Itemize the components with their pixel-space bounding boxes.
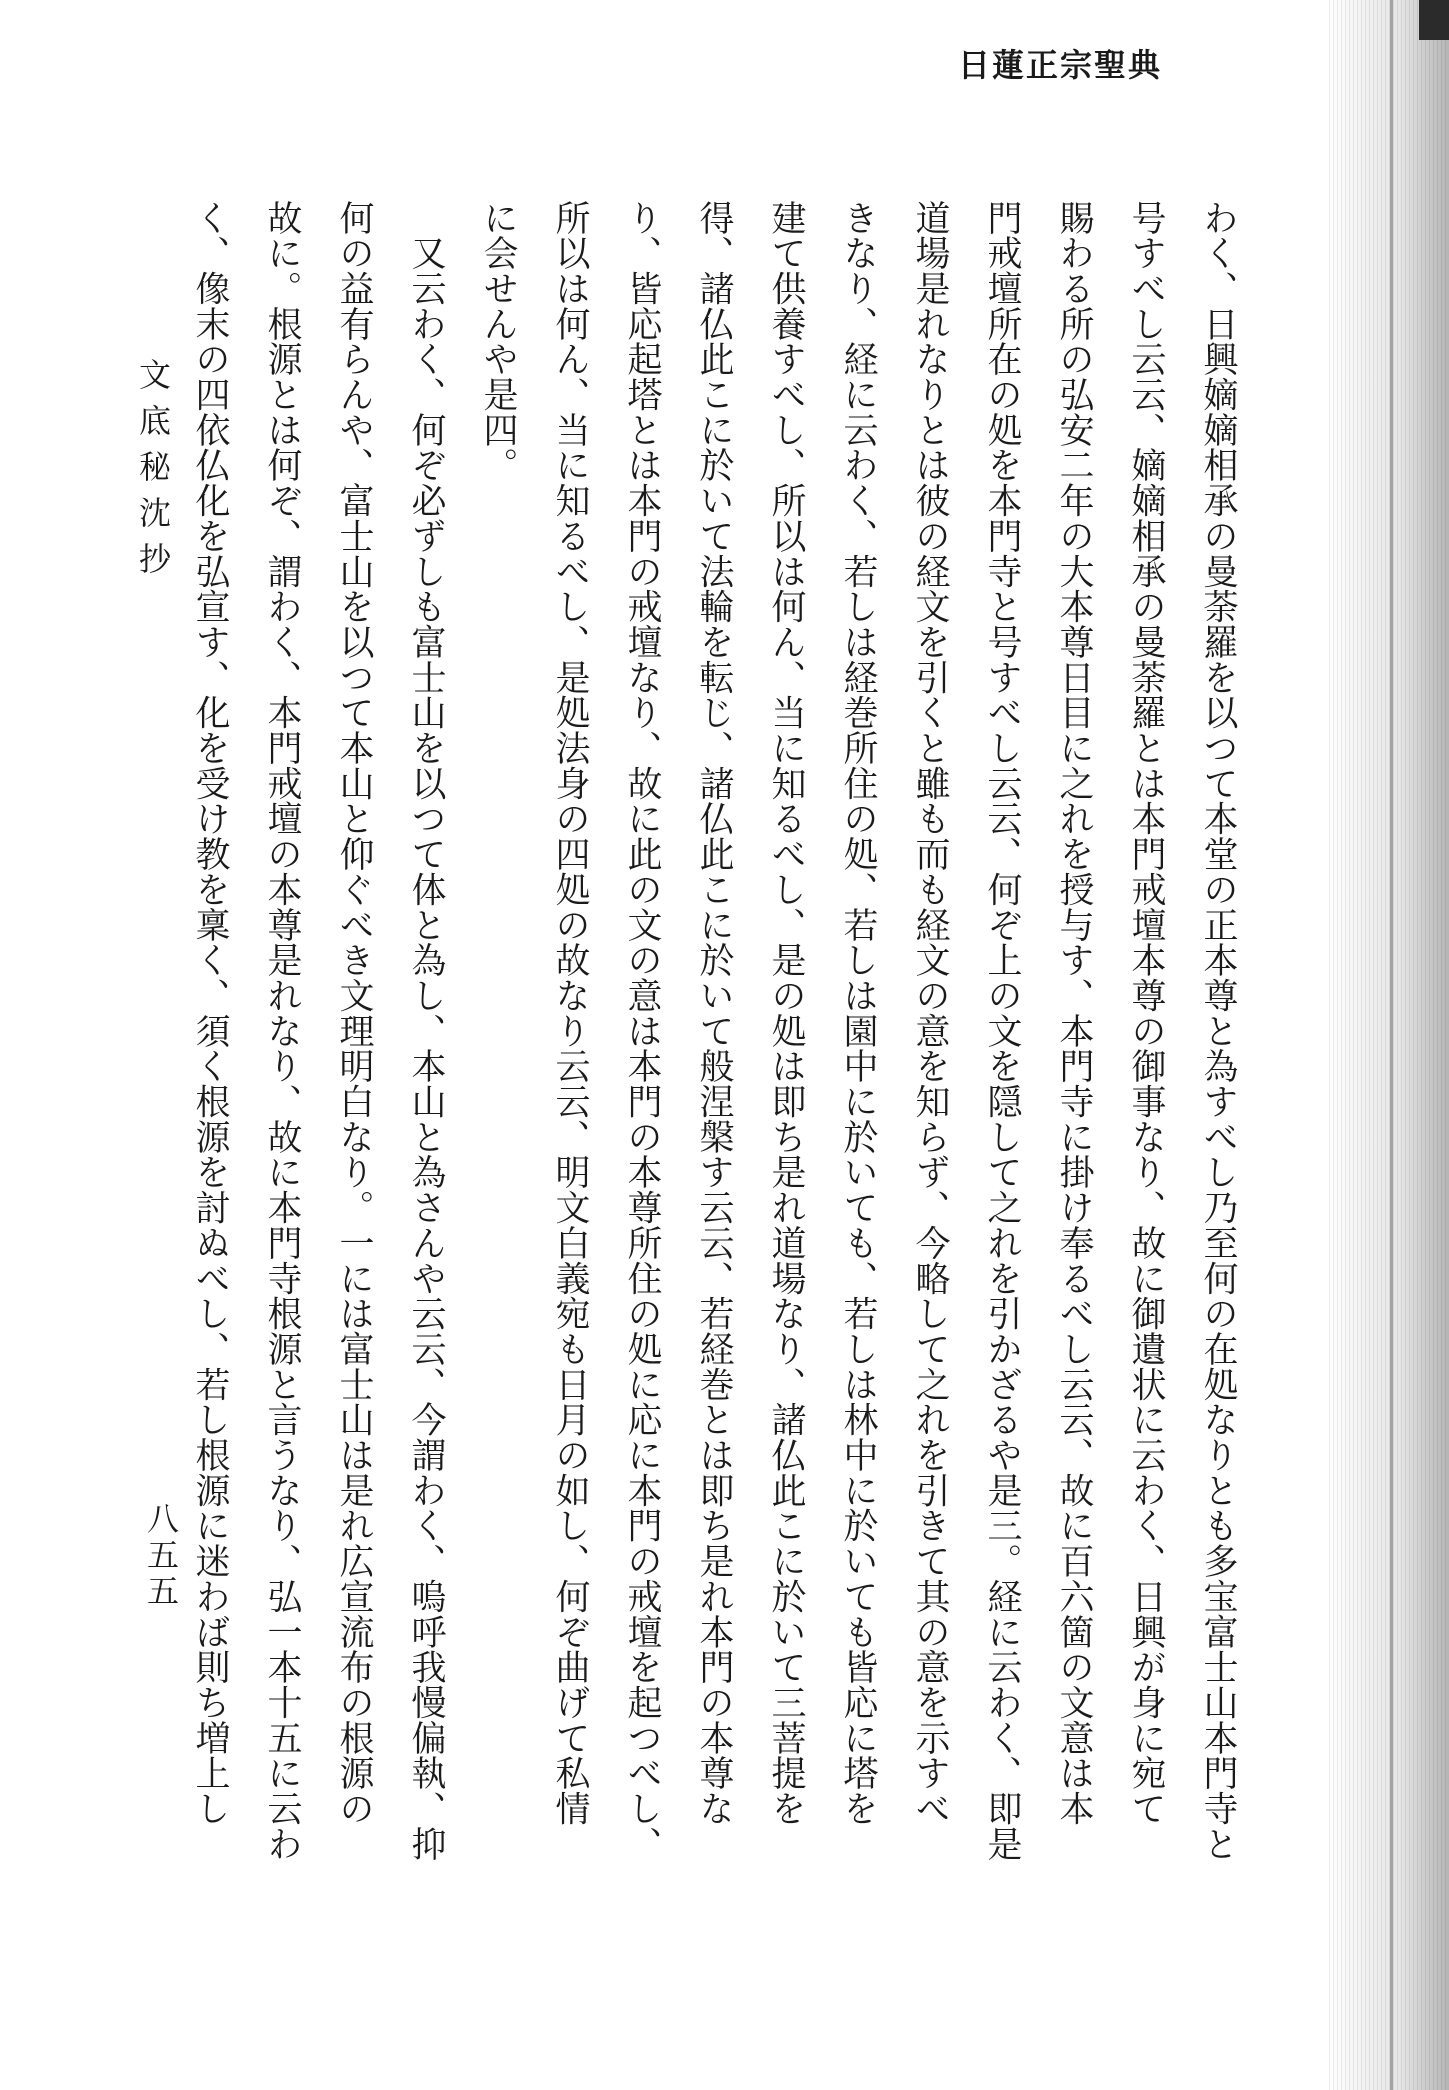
text-column: 号すべし云云、嫡嫡相承の曼荼羅とは本門戒壇本尊の御事なり、故に御遺状に云わく、日興が身に宛て [1126, 200, 1166, 1827]
text-column: わく、日興嫡嫡相承の曼荼羅を以つて本堂の正本尊と為すべし乃至何の在処なりとも多宝富士山本門寺と [1198, 200, 1238, 1862]
text-column: きなり、経に云わく、若しは経巻所住の処、若しは園中に於いても、若しは林中に於いても皆応に塔を [838, 200, 878, 1827]
text-column: り、皆応起塔とは本門の戒壇なり、故に此の文の意は本門の本尊所住の処に応に本門の戒壇を起つべし、 [622, 200, 662, 1862]
text-column: 何の益有らんや、富士山を以つて本山と仰ぐべき文理明白なり。一には富士山は是れ広宣流布の根源の [334, 200, 374, 1827]
text-column: 故に。根源とは何ぞ、謂わく、本門戒壇の本尊是れなり、故に本門寺根源と言うなり、弘一本十五に云わ [262, 200, 302, 1862]
page-edge-shading [1329, 0, 1449, 2090]
main-text-body [174, 200, 1254, 2000]
text-column: 賜わる所の弘安二年の大本尊日目に之れを授与す、本門寺に掛け奉るべし云云、故に百六箇の文意は本 [1054, 200, 1094, 1827]
text-column: 建て供養すべし、所以は何ん、当に知るべし、是の処は即ち是れ道場なり、諸仏此こに於いて三菩提を [766, 200, 806, 1827]
text-column: に会せんや是四。 [478, 200, 518, 483]
page-number: 八五五 [142, 1502, 180, 1610]
running-header-title: 日蓮正宗聖典 [958, 46, 1163, 84]
footer-book-title: 文底秘沈抄 [134, 358, 172, 588]
text-column: 得、諸仏此こに於いて法輪を転じ、諸仏此こに於いて般涅槃す云云、若経巻とは即ち是れ本門の本尊な [694, 200, 734, 1827]
page-edge-line [1390, 0, 1393, 2090]
text-column: 道場是れなりとは彼の経文を引くと雖も而も経文の意を知らず、今略して之れを引きて其の意を示すべ [910, 200, 950, 1827]
text-column: く、像末の四依仏化を弘宣す、化を受け教を稟く、須く根源を討ぬべし、若し根源に迷わば則ち増上し [190, 200, 230, 1827]
page-edge-corner [1419, 0, 1449, 40]
text-column: 又云わく、何ぞ必ずしも富士山を以つて体と為し、本山と為さんや云云、今謂わく、嗚呼我慢偏執、抑 [406, 200, 446, 1862]
text-column: 所以は何ん、当に知るべし、是処法身の四処の故なり云云、明文白義宛も日月の如し、何ぞ曲げて私情 [550, 200, 590, 1827]
text-column: 門戒壇所在の処を本門寺と号すべし云云、何ぞ上の文を隠して之れを引かざるや是三。経に云わく、即是 [982, 200, 1022, 1862]
